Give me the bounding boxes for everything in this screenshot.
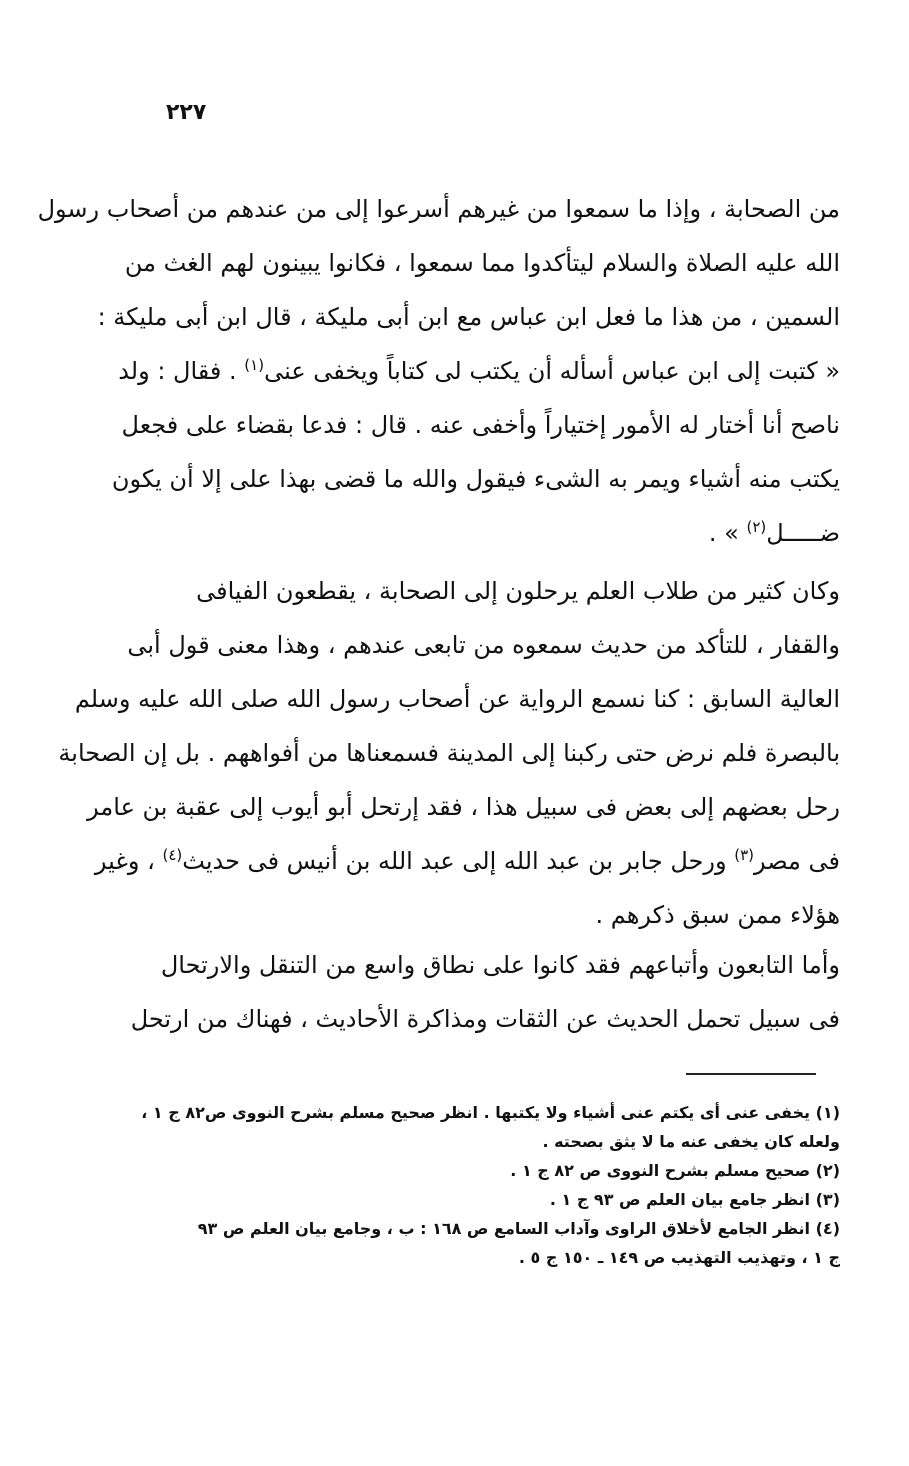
page-number: ٢٢٧ <box>166 100 207 125</box>
text-segment: » . <box>708 519 739 547</box>
text-line: هؤلاء ممن سبق ذكرهم . <box>595 901 840 929</box>
footnote-line: ج ١ ، وتهذيب التهذيب ص ١٤٩ ـ ١٥٠ ج ٥ . <box>518 1248 840 1267</box>
text-segment: « كتبت إلى ابن عباس أسأله أن يكتب لى كتاباً ويخفى عنى <box>264 357 840 385</box>
footnote-line: (٢) صحيح مسلم بشرح النووى ص ٨٢ ج ١ . <box>510 1161 840 1180</box>
footnote-divider <box>686 1073 816 1075</box>
text-segment: ، وغير <box>94 847 155 875</box>
footnote-line: (٣) انظر جامع بيان العلم ص ٩٣ ج ١ . <box>549 1190 840 1209</box>
text-line-with-footnote <box>150 506 840 560</box>
paragraph-2 <box>58 564 840 942</box>
text-line: وكان كثير من طلاب العلم يرحلون إلى الصحابة ، يقطعون الفيافى <box>196 577 840 605</box>
text-segment: ورحل جابر بن عبد الله إلى عبد الله بن أنيس فى حديث <box>182 847 727 875</box>
footnote-ref-1: (١) <box>244 356 265 374</box>
footnote-ref-2: (٢) <box>746 518 767 536</box>
text-line: السمين ، من هذا ما فعل ابن عباس مع ابن أبى مليكة ، قال ابن أبى مليكة : <box>97 303 840 331</box>
text-line: الله عليه الصلاة والسلام ليتأكدوا مما سمعوا ، فكانوا يبينون لهم الغث من <box>124 249 840 277</box>
footnote-line: (١) يخفى عنى أى يكتم عنى أشياء ولا يكتبها . انظر صحيح مسلم بشرح النووى ص٨٢ ج ١ ، <box>141 1103 840 1122</box>
text-line: ناصح أنا أختار له الأمور إختياراً وأخفى عنه . قال : فدعا بقضاء على فجعل <box>121 411 840 439</box>
text-line-with-footnote <box>118 344 840 398</box>
footnote-line: ولعله كان يخفى عنه ما لا يثق بصحته . <box>542 1132 840 1151</box>
text-line: فى سبيل تحمل الحديث عن الثقات ومذاكرة الأحاديث ، فهناك من ارتحل <box>130 1005 840 1033</box>
text-line: من الصحابة ، وإذا ما سمعوا من غيرهم أسرعوا إلى من عندهم من أصحاب رسول <box>37 195 840 223</box>
text-segment: فى مصر <box>753 847 840 875</box>
text-segment: ضـــــل <box>766 519 840 547</box>
text-line: وأما التابعون وأتباعهم فقد كانوا على نطاق واسع من التنقل والارتحال <box>160 951 840 979</box>
footnotes <box>141 1098 840 1272</box>
text-line: رحل بعضهم إلى بعض فى سبيل هذا ، فقد إرتحل أبو أيوب إلى عقبة بن عامر <box>87 793 840 821</box>
text-line: يكتب منه أشياء ويمر به الشىء فيقول والله ما قضى بهذا على إلا أن يكون <box>111 465 840 493</box>
text-line: بالبصرة فلم نرض حتى ركبنا إلى المدينة فسمعناها من أفواههم . بل إن الصحابة <box>58 739 840 767</box>
footnote-ref-4: (٤) <box>162 846 183 864</box>
paragraph-3 <box>130 938 840 1046</box>
footnote-line: (٤) انظر الجامع لأخلاق الراوى وآداب السامع ص ١٦٨ : ب ، وجامع بيان العلم ص ٩٣ <box>197 1219 840 1238</box>
text-line-with-footnotes <box>94 834 840 888</box>
text-line: والقفار ، للتأكد من حديث سمعوه من تابعى عندهم ، وهذا معنى قول أبى <box>127 631 840 659</box>
text-line: العالية السابق : كنا نسمع الرواية عن أصحاب رسول الله صلى الله عليه وسلم <box>74 685 840 713</box>
paragraph-1 <box>37 182 840 560</box>
text-segment: . فقال : ولد <box>118 357 237 385</box>
footnote-ref-3: (٣) <box>734 846 754 864</box>
